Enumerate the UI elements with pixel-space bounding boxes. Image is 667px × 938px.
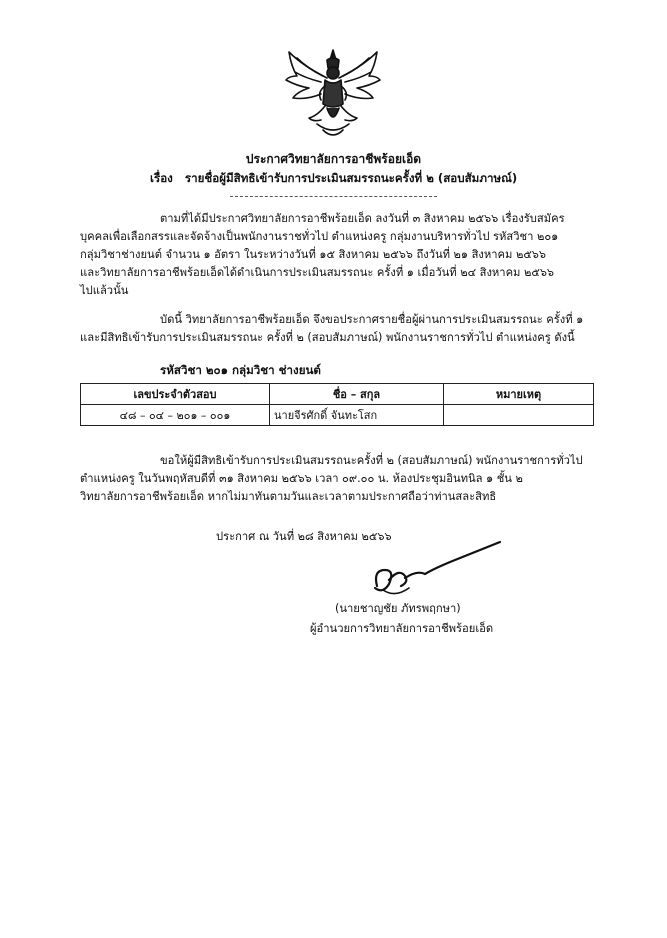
column-header: หมายเหตุ [444, 384, 594, 405]
paragraph-line: วิทยาลัยการอาชีพร้อยเอ็ด หากไม่มาทันตามวันและเวลาตามประกาศถือว่าท่านสละสิทธิ [80, 490, 497, 503]
paragraph-line: ตามที่ได้มีประกาศวิทยาลัยการอาชีพร้อยเอ็ด ลงวันที่ ๓ สิงหาคม ๒๕๖๖ เรื่องรับสมัคร [160, 212, 565, 225]
subject-text: รายชื่อผู้มีสิทธิเข้ารับการประเมินสมรรถนะครั้งที่ ๒ (สอบสัมภาษณ์) [184, 171, 518, 185]
paragraph-line: กลุ่มวิชาช่างยนต์ จำนวน ๑ อัตรา ในระหว่างวันที่ ๑๕ สิงหาคม ๒๕๖๖ ถึงวันที่ ๒๑ สิงหาคม ๒๕๖๖ [80, 248, 546, 261]
announcement-date: ประกาศ ณ วันที่ ๒๘ สิงหาคม ๒๕๖๖ [216, 530, 392, 543]
paragraph-line: ขอให้ผู้มีสิทธิเข้ารับการประเมินสมรรถนะครั้งที่ ๒ (สอบสัมภาษณ์) พนักงานราชการทั่วไป [160, 454, 583, 467]
paragraph-2 [80, 311, 600, 347]
section-heading: รหัสวิชา ๒๐๑ กลุ่มวิชา ช่างยนต์ [160, 363, 321, 377]
signature-mark [365, 540, 515, 600]
divider [230, 196, 437, 197]
paragraph-1 [80, 210, 600, 300]
paragraph-line: และวิทยาลัยการอาชีพร้อยเอ็ดได้ดำเนินการประเมินสมรรถนะ ครั้งที่ ๑ เมื่อวันที่ ๒๔ สิงหาคม ๒๕๖๖ [80, 266, 555, 279]
table-header-row [81, 384, 594, 405]
document-title: ประกาศวิทยาลัยการอาชีพร้อยเอ็ด [245, 152, 422, 166]
paragraph-line: และมีสิทธิเข้ารับการประเมินสมรรถนะ ครั้งที่ ๒ (สอบสัมภาษณ์) พนักงานราชการทั่วไป ตำแหน่งครู ดังนี้ [80, 331, 575, 344]
name-cell: นายจีรศักดิ์ จันทะโสก [270, 405, 444, 426]
signer-position: ผู้อำนวยการวิทยาลัยการอาชีพร้อยเอ็ด [310, 622, 494, 635]
paragraph-line: บุคคลเพื่อเลือกสรรและจัดจ้างเป็นพนักงานราชทั่วไป ตำแหน่งครู กลุ่มงานบริหารทั่วไป รหัสวิชา ๒๐๑ [80, 230, 559, 243]
paragraph-line: ไปแล้วนั้น [80, 284, 129, 297]
paragraph-3 [80, 452, 600, 506]
candidate-table [80, 383, 594, 426]
column-header: เลขประจำตัวสอบ [81, 384, 270, 405]
paragraph-line: ตำแหน่งครู ในวันพฤหัสบดีที่ ๓๑ สิงหาคม ๒๕๖๖ เวลา ๐๙.๐๐ น. ห้องประชุมอินทนิล ๑ ชั้น ๒ [80, 472, 523, 485]
column-header: ชื่อ – สกุล [270, 384, 444, 405]
garuda-emblem-icon [283, 46, 383, 142]
exam-id-cell: ๔๘ – ๐๔ – ๒๐๑ – ๐๐๑ [81, 405, 270, 426]
subject-line [150, 170, 517, 188]
remark-cell [444, 405, 594, 426]
subject-label: เรื่อง [150, 171, 173, 185]
table-row [81, 405, 594, 426]
signer-name: (นายชาญชัย ภัทรพฤกษา) [335, 602, 461, 615]
paragraph-line: บัดนี้ วิทยาลัยการอาชีพร้อยเอ็ด จึงขอประกาศรายชื่อผู้ผ่านการประเมินสมรรถนะ ครั้งที่ ๑ [160, 313, 584, 326]
